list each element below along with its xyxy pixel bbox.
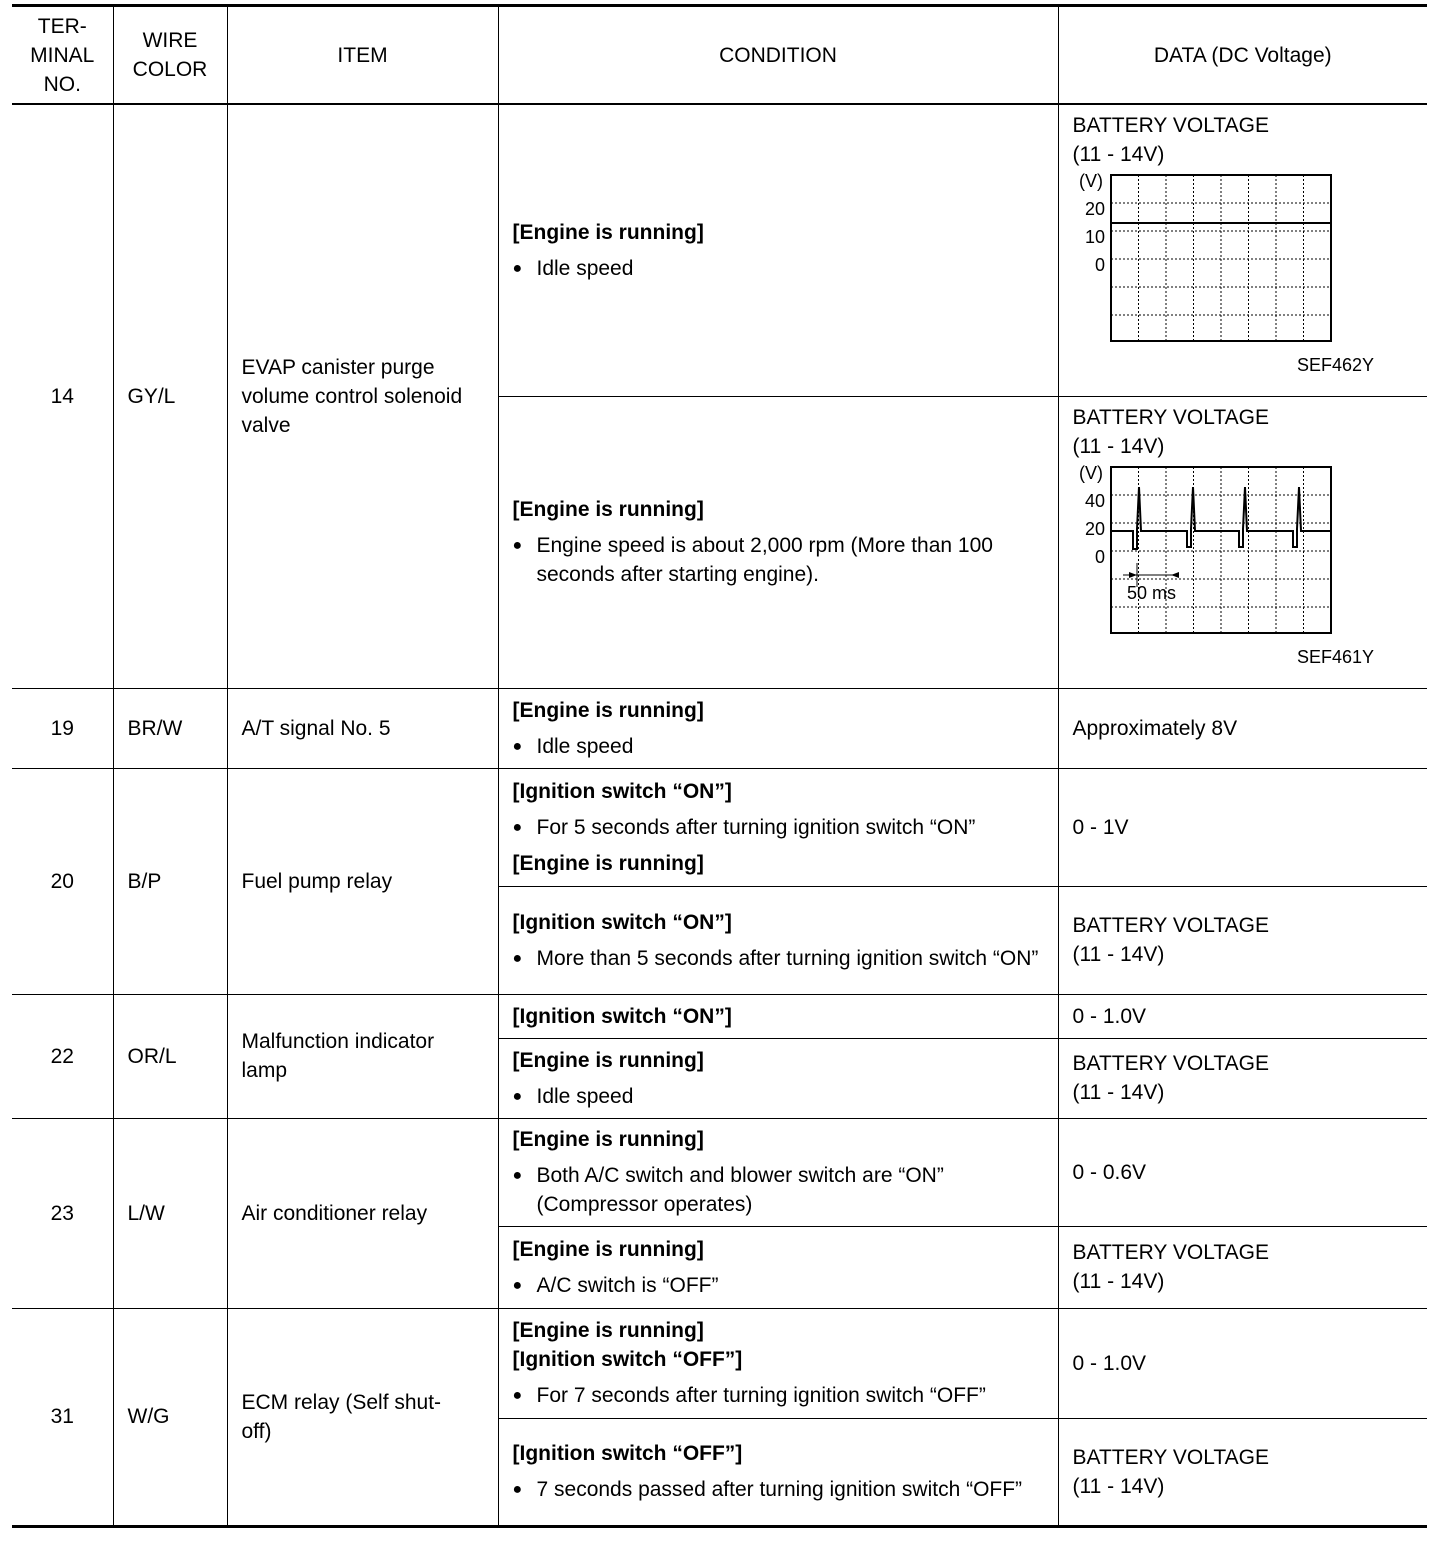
- header-item: ITEM: [227, 6, 498, 105]
- bullet-icon: ●: [512, 737, 523, 755]
- wave-unit: (V): [1078, 171, 1103, 191]
- table-row: [12, 768, 1427, 886]
- bullet-icon: ●: [512, 818, 523, 836]
- condition-title: [Engine is running]: [512, 698, 704, 722]
- condition-cell: [498, 1308, 1058, 1418]
- data-cell: 0 - 0.6V: [1058, 1118, 1427, 1226]
- condition-cell: [498, 104, 1058, 396]
- condition-cell: [498, 1226, 1058, 1308]
- wire-color: BR/W: [113, 688, 227, 768]
- bullet-icon: ●: [512, 259, 523, 277]
- terminal-number: 14: [12, 104, 113, 688]
- figure-code: SEF461Y: [1296, 646, 1374, 667]
- condition-title: [Engine is running]: [512, 220, 704, 244]
- condition-bullet: ● Idle speed: [513, 732, 1044, 761]
- condition-title: [Engine is running]: [512, 1128, 704, 1151]
- header-terminal: TER- MINAL NO.: [12, 6, 113, 105]
- condition-title: [Engine is running]: [512, 498, 704, 521]
- condition-cell: [498, 688, 1058, 768]
- data-cell: BATTERY VOLTAGE (11 - 14V) (V) 20 10 0 SEF462Y: [1058, 104, 1427, 396]
- table-row: [12, 688, 1427, 768]
- wire-color: W/G: [113, 1308, 227, 1526]
- condition-title: [Engine is running]: [512, 1319, 704, 1342]
- data-cell: BATTERY VOLTAGE (11 - 14V): [1058, 1226, 1427, 1308]
- table-row: [12, 104, 1427, 396]
- bullet-icon: ●: [512, 537, 523, 554]
- bullet-icon: ●: [512, 1167, 523, 1184]
- condition-title: [Ignition switch “OFF”]: [512, 1442, 743, 1465]
- condition-cell: [498, 1118, 1058, 1226]
- bullet-icon: ●: [512, 1481, 523, 1498]
- table-row: [12, 1118, 1427, 1226]
- wire-color: L/W: [113, 1118, 227, 1308]
- condition-title: [Ignition switch “OFF”]: [512, 1348, 743, 1371]
- condition-title: [Engine is running]: [512, 1237, 704, 1261]
- terminal-number: 22: [12, 994, 113, 1118]
- item-name: Malfunction indicator lamp: [227, 994, 498, 1118]
- wave-tick: 20: [1084, 518, 1105, 539]
- wave-grid: [1111, 175, 1331, 341]
- bullet-icon: ●: [512, 949, 523, 967]
- condition-bullet: ● Both A/C switch and blower switch are “ON” (Compressor operates): [513, 1161, 1044, 1219]
- item-name: A/T signal No. 5: [227, 688, 498, 768]
- data-cell: BATTERY VOLTAGE (11 - 14V): [1058, 1038, 1427, 1118]
- item-name: ECM relay (Self shut- off): [227, 1308, 498, 1526]
- condition-title: [Ignition switch “ON”]: [512, 779, 732, 803]
- data-cell: BATTERY VOLTAGE (11 - 14V): [1058, 1418, 1427, 1526]
- header-row: [12, 6, 1427, 105]
- terminal-number: 19: [12, 688, 113, 768]
- header-condition: CONDITION: [498, 6, 1058, 105]
- condition-title: [Engine is running]: [512, 1048, 704, 1072]
- condition-bullet: ● A/C switch is “OFF”: [513, 1271, 1044, 1300]
- data-cell: BATTERY VOLTAGE (11 - 14V): [1058, 886, 1427, 994]
- condition-title: [Engine is running]: [512, 851, 704, 875]
- data-cell: Approximately 8V: [1058, 688, 1427, 768]
- ecm-terminal-table: [12, 4, 1427, 1528]
- header-wire-color: WIRE COLOR: [113, 6, 227, 105]
- condition-cell: [498, 396, 1058, 688]
- condition-bullet: ● Engine speed is about 2,000 rpm (More than 100 seconds after starting engine).: [513, 531, 1044, 589]
- data-cell: 0 - 1V: [1058, 768, 1427, 886]
- item-name: Fuel pump relay: [227, 768, 498, 994]
- condition-bullet: ● More than 5 seconds after turning ignition switch “ON”: [513, 944, 1044, 973]
- bullet-icon: ●: [512, 1276, 523, 1294]
- wave-tick: 10: [1084, 227, 1105, 247]
- wave-tick: 0: [1094, 546, 1105, 567]
- condition-bullet: ● For 7 seconds after turning ignition switch “OFF”: [513, 1381, 1044, 1410]
- condition-cell: [498, 1418, 1058, 1526]
- item-name: EVAP canister purge volume control solenoid valve: [227, 104, 498, 688]
- condition-title: [Ignition switch “ON”]: [512, 910, 732, 934]
- wire-color: B/P: [113, 768, 227, 994]
- table-row: [12, 1308, 1427, 1418]
- data-cell: 0 - 1.0V: [1058, 1308, 1427, 1418]
- condition-bullet: ● 7 seconds passed after turning ignition switch “OFF”: [513, 1475, 1044, 1504]
- wave-unit: (V): [1078, 462, 1103, 483]
- condition-title: [Ignition switch “ON”]: [512, 1004, 732, 1028]
- bullet-icon: ●: [512, 1087, 523, 1105]
- data-cell: 0 - 1.0V: [1058, 994, 1427, 1038]
- wave-tick: 0: [1094, 255, 1105, 275]
- condition-bullet: ● Idle speed: [513, 254, 1044, 283]
- wire-color: GY/L: [113, 104, 227, 688]
- waveform-steady: [1073, 171, 1393, 381]
- terminal-number: 31: [12, 1308, 113, 1526]
- terminal-table-sheet: [12, 4, 1427, 1528]
- wave-tick: 20: [1084, 199, 1105, 219]
- item-name: Air conditioner relay: [227, 1118, 498, 1308]
- condition-bullet: ● For 5 seconds after turning ignition switch “ON”: [513, 813, 1044, 842]
- figure-code: SEF462Y: [1296, 355, 1374, 375]
- condition-cell: [498, 1038, 1058, 1118]
- terminal-number: 20: [12, 768, 113, 994]
- terminal-number: 23: [12, 1118, 113, 1308]
- waveform-pulse: [1073, 463, 1393, 673]
- header-data: DATA (DC Voltage): [1058, 6, 1427, 105]
- wire-color: OR/L: [113, 994, 227, 1118]
- condition-cell: [498, 886, 1058, 994]
- condition-bullet: ● Idle speed: [513, 1082, 1044, 1111]
- bullet-icon: ●: [512, 1387, 523, 1404]
- wave-tick: 40: [1084, 490, 1105, 511]
- data-cell: BATTERY VOLTAGE (11 - 14V) (V) 40 20 0 50 ms SEF461Y: [1058, 396, 1427, 688]
- condition-cell: [498, 994, 1058, 1038]
- condition-cell: [498, 768, 1058, 886]
- wave-time-label: 50 ms: [1126, 582, 1176, 603]
- table-row: [12, 994, 1427, 1038]
